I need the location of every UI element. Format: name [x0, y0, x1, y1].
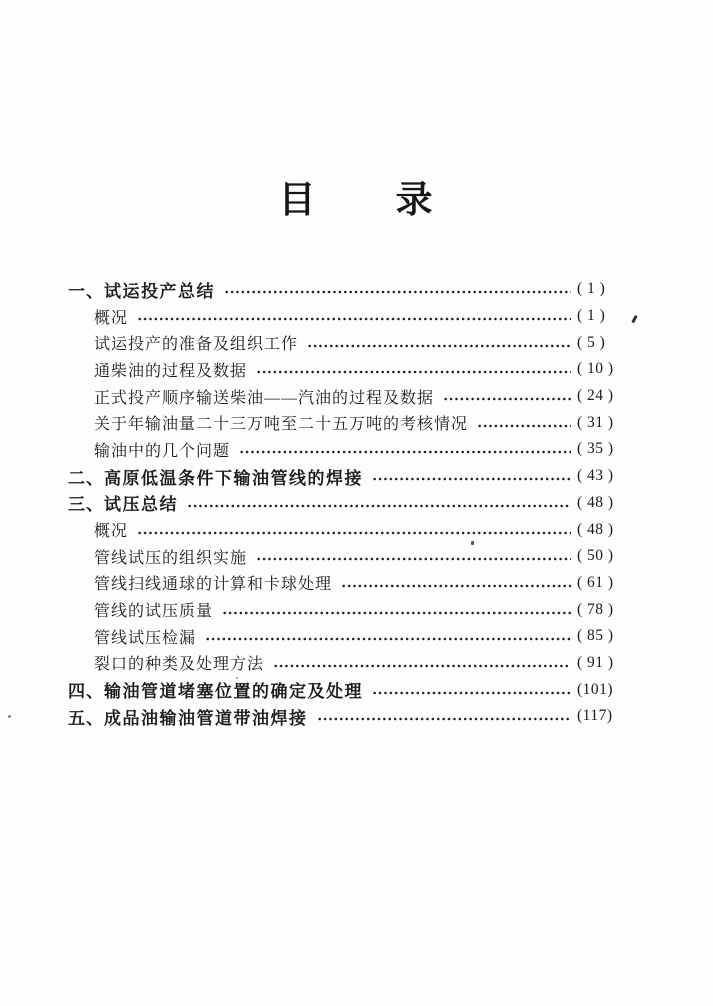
- page-title: 目 录: [278, 179, 435, 220]
- toc-entry: [68, 436, 627, 463]
- toc-entry: [68, 623, 627, 650]
- toc-entry-number: 四、: [68, 682, 104, 702]
- toc-entry-page: ( 35 ): [577, 440, 614, 458]
- toc-entry-title: 高原低温条件下输油管线的焊接: [104, 468, 363, 488]
- toc-entry: [68, 543, 627, 570]
- toc-entry-title: 成品油输油管道带油焊接: [104, 708, 308, 728]
- toc-entry-title: 管线的试压质量: [94, 603, 214, 621]
- dot-leader: [307, 343, 571, 349]
- toc-entry-title: 试运投产的准备及组织工作: [94, 336, 299, 354]
- toc-entry-title: 通柴油的过程及数据: [94, 362, 248, 380]
- toc-entry-page: ( 1 ): [577, 280, 606, 298]
- toc-entry: [68, 490, 627, 517]
- toc-entry-page: ( 48 ): [577, 520, 614, 538]
- toc-entry-title: 输油管道堵塞位置的确定及处理: [104, 682, 363, 702]
- dot-leader: [273, 663, 571, 669]
- dot-leader: [256, 556, 571, 562]
- scan-artifact: [471, 541, 474, 545]
- dot-leader: [222, 610, 571, 616]
- toc-entry-title: 试运投产总结: [104, 281, 215, 301]
- toc-entry-page: ( 31 ): [577, 413, 614, 431]
- toc-entry-page: ( 61 ): [577, 573, 614, 591]
- toc-entry: [68, 463, 627, 490]
- scan-artifact: [236, 677, 238, 679]
- toc-entry-number: 二、: [68, 468, 104, 488]
- toc-entry-page: (101): [577, 680, 614, 698]
- toc-entry-title: 概况: [94, 309, 129, 327]
- toc-entry-page: ( 85 ): [577, 627, 614, 645]
- toc-entry-title: 关于年输油量二十三万吨至二十五万吨的考核情况: [94, 416, 469, 434]
- dot-leader: [256, 369, 571, 375]
- scan-artifact: [8, 715, 11, 718]
- toc-entry-page: ( 1 ): [577, 307, 606, 325]
- toc-entry: [68, 383, 627, 410]
- toc-entry-title: 裂口的种类及处理方法: [94, 656, 265, 674]
- toc-entry: [68, 650, 627, 677]
- toc-entry-title: 输油中的几个问题: [94, 442, 231, 460]
- toc-entry-page: ( 91 ): [577, 653, 614, 671]
- dot-leader: [137, 316, 571, 322]
- toc-entry-number: 三、: [68, 495, 104, 515]
- toc-list: [68, 276, 627, 730]
- toc-entry-page: ( 50 ): [577, 547, 614, 565]
- toc-entry: [68, 329, 627, 356]
- dot-leader: [372, 690, 571, 696]
- scan-artifact-comma: [631, 315, 637, 323]
- dot-leader: [224, 289, 571, 295]
- toc-entry-title: 正式投产顺序输送柴油——汽油的过程及数据: [94, 389, 435, 407]
- dot-leader: [477, 423, 571, 429]
- toc-entry: [68, 409, 627, 436]
- toc-entry: [68, 703, 627, 730]
- toc-entry: [68, 516, 627, 543]
- dot-leader: [205, 636, 571, 642]
- toc-entry-number: 五、: [68, 708, 104, 728]
- toc-entry: [68, 596, 627, 623]
- dot-leader: [187, 503, 571, 509]
- toc-entry-page: ( 24 ): [577, 387, 614, 405]
- toc-entry-page: ( 5 ): [577, 333, 606, 351]
- toc-entry: [68, 303, 627, 330]
- toc-entry-title: 管线试压检漏: [94, 629, 197, 647]
- dot-leader: [239, 449, 571, 455]
- toc-entry: [68, 276, 627, 303]
- dot-leader: [341, 583, 571, 589]
- dot-leader: [137, 530, 571, 536]
- toc-entry-number: 一、: [68, 281, 104, 301]
- dot-leader: [443, 396, 571, 402]
- toc-entry-page: ( 48 ): [577, 493, 614, 511]
- toc-entry: [68, 676, 627, 703]
- toc-entry-page: ( 43 ): [577, 467, 614, 485]
- toc-entry: [68, 570, 627, 597]
- toc-entry-page: ( 10 ): [577, 360, 614, 378]
- toc-entry-title: 概况: [94, 523, 129, 541]
- toc-entry-title: 管线扫线通球的计算和卡球处理: [94, 576, 333, 594]
- toc-entry-title: 试压总结: [104, 495, 178, 515]
- toc-entry-page: ( 78 ): [577, 600, 614, 618]
- toc-entry-title: 管线试压的组织实施: [94, 549, 248, 567]
- toc-entry: [68, 356, 627, 383]
- dot-leader: [317, 716, 572, 722]
- toc-entry-page: (117): [577, 707, 613, 725]
- dot-leader: [372, 476, 571, 482]
